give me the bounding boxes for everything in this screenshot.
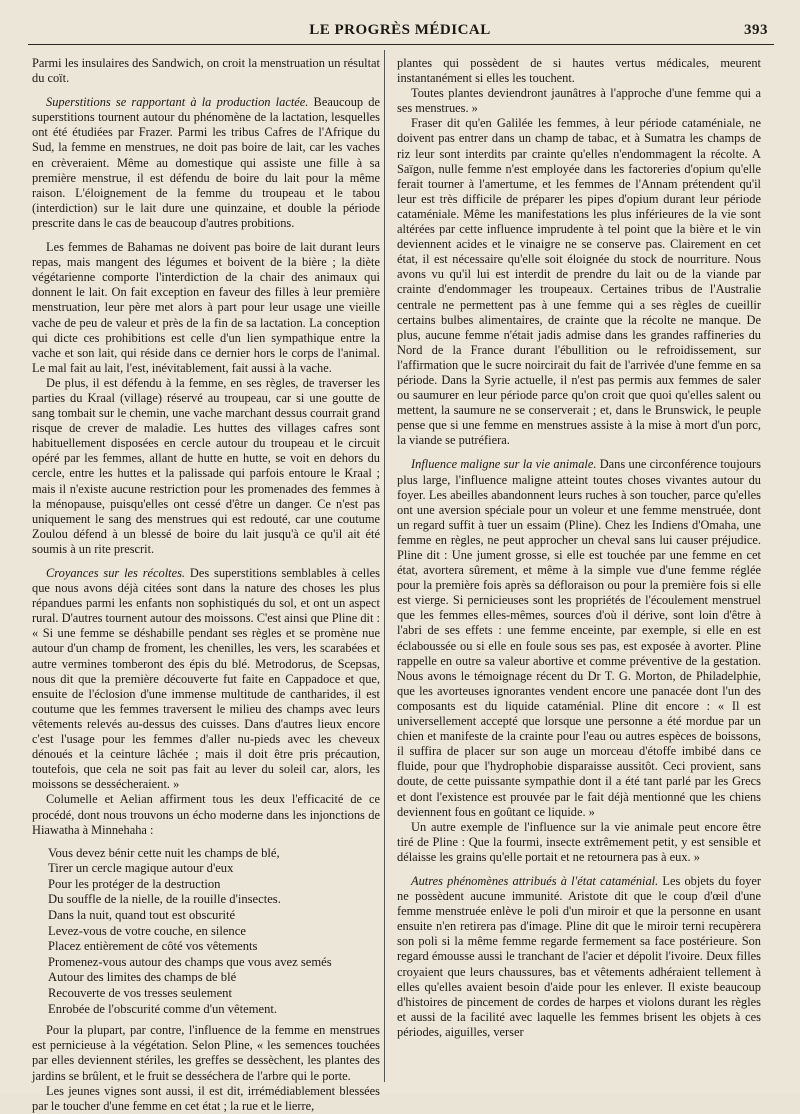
poem-line: Enrobée de l'obscurité comme d'un vêtement. [48,1001,278,1016]
paragraph-bahamas: Les femmes de Bahamas ne doivent pas boire de lait durant leurs repas, mais mangent des légumes et boivent de la bière ; la diète végétarienne comporte l'interdiction de la chair des animaux qui donnent le lait. On fait exception en faveur des filles à leur première menstruation, leur père met alors à part pour leur usage une vieille vache de peu de valeur et près de la fin de sa lactation. La conception qui dicte ces prohibitions est celle d'un lien sympathique entre la vache et son lait, qui réside dans ce dernier hors le corps de l'animal. Le mal fait au lait, l'est, inévitablement, fait aussi à la vache. [32,240,380,375]
page-header [30,22,770,44]
left-column [32,56,380,1114]
paragraph-fourmi: Un autre exemple de l'influence sur la vie animale peut encore être tiré de Pline : Que la fourmi, insecte extrêmement petit, y est sensible et délaisse les grains qu'elle portait et ne retournera pas à eux. » [397,819,761,864]
paragraph-pluplupart: Pour la plupart, par contre, l'influence de la femme en menstrues est pernicieuse à la végétation. Selon Pline, « les semences touchées par elles deviennent stériles, les greffes se dessèchent, les plantes des jardins se brûlent, et le fruit se desséchera de l'arbre qui le porte. [32,1023,380,1083]
column-divider [384,50,385,1082]
paragraph-lactation-body: Beaucoup de superstitions tournent autour du phénomène de la lactation, lesquelles ont été étudiées par Frazer. Parmi les tribus Cafres de l'Afrique du Sud, la femme en menstrues, ne doit pas boire de lait, car les vaches en crèveraient. Même au domestique qui assiste une fille à sa première menstrue, il est défendu de boire du lait pour la même raison. L'éloignement de la femme du troupeau et le tabou (interdiction) sur le lait dure une quinzaine, et double la période prescrite dans le cas de beaucoup d'autres probitions. [32,95,380,230]
section-heading-recoltes: Croyances sur les récoltes. [46,566,186,580]
paragraph-jaunatres: Toutes plantes deviendront jaunâtres à l'approche d'une femme qui a ses menstrues. » [397,86,761,116]
poem-line: Placez entièrement de côté vos vêtements [48,939,258,954]
paragraph-intro: Parmi les insulaires des Sandwich, on croit la menstruation un résultat du coït. [32,56,380,86]
poem-line: Tirer un cercle magique autour d'eux [48,861,234,876]
paragraph-kraal: De plus, il est défendu à la femme, en ses règles, de traverser les parties du Kraal (village) réservé au troupeau, car si une goutte de sang tombait sur le chemin, une vache marchant dessus courrait grand risque de crever de maladie. Les huttes des villages cafres sont habituellement disposées en cercle autour du troupeau et le circuit opéré par les femmes, allant de hutte en hutte, se voit en dehors du cercle, entre les huttes et la palissade qui parfois entoure le Kraal ; mais il n'existe aucune restriction pour les promenades des femmes à la ménopause, puisqu'elles ont cessé d'être un danger. Ce n'est pas uniquement le sang des menstrues qui est redouté, car une coutume Zoulou défend à un blessé de boire du lait jusqu'à ce qu'il ait été soumis à un rite prescrit. [32,375,380,556]
poem-line: Autour des limites des champs de blé [48,970,237,985]
header-rule [28,44,774,45]
poem-line: Levez-vous de votre couche, en silence [48,923,246,938]
paragraph-recoltes [32,566,380,792]
paragraph-maligne [397,457,761,819]
poem-line: Dans la nuit, quand tout est obscurité [48,908,236,923]
poem-line: Vous devez bénir cette nuit les champs de blé, [48,845,280,860]
paragraph-lactation [32,95,380,231]
paragraph-columelle: Columelle et Aelian affirment tous les deux l'efficacité de ce procédé, dont nous trouvons un écho moderne dans les injonctions de Hiawatha à Minnehaha : [32,792,380,837]
right-column [397,56,761,1040]
section-heading-lactation: Superstitions se rapportant à la production lactée. [46,95,309,110]
paragraph-recoltes-body: Des superstitions semblables à celles que nous avons déjà citées sont dans la nature des choses les plus répandues parmi les enfants non sophistiqués du sol, et ont un aspect rural. D'autres tournent autour des moissons. C'est ainsi que Pline dit : « Si une femme se déshabille pendant ses règles et se promène nue autour d'un champ de froment, les chenilles, les vers, les scarabées et autre vermines tomberont des épis du blé. Metrodorus, de Scepsas, nous dit que la première découverte fut faite en Cappadoce et que, ensuite de l'éclosion d'une immense multitude de cantharides, il est coutume que les femmes traversent le milieu des champs avec leurs vêtements relevés au-dessus des cuisses. Dans d'autres lieux encore c'est l'usage pour les femmes d'aller nu-pieds avec les cheveux dénoués et la ceinture lâchée ; mais il doit être pris précaution, toutefois, que cela ne soit pas fait au lever du soleil car, alors, les moissons se dessécheraient. » [32,566,380,792]
journal-title: LE PROGRÈS MÉDICAL [309,22,491,38]
section-heading-autres: Autres phénomènes attribués à l'état cataménial. [411,873,659,888]
paragraph-vignes: Les jeunes vignes sont aussi, il est dit, irrémédiablement blessées par le toucher d'une femme en cet état ; la rue et le lierre, [32,1083,380,1113]
paragraph-fraser: Fraser dit qu'en Galilée les femmes, à leur période cataméniale, ne doivent pas entrer dans un champ de tabac, et à Sumatra les champs de riz leur sont interdits par crainte qu'elles n'endommagent la récolte. A Saïgon, nulle femme n'est employée dans les factoreries d'opium qu'elle ferait tourner à l'amertume, et les femmes de l'Annam prétendent qu'il leur est très difficile de préparer les pipes d'opium durant leur période cataméniale. Même les manifestations les plus inférieures de la vie sont altérées par cette influence imprudente à tel point que la bière et le vin deviennent acides et le vinaigre ne se conserve pas. Clairement en cet état, il est nécessaire qu'elle soit éloignée du stock de nourriture. Nous avons vu qu'il lui est interdit de prendre du lait ou de la viande par crainte d'endommager les troupeaux. Certaines tribus de l'Australie centrale ne permettent pas à une femme qui a ses règles de cueillir certains bulbes alimentaires, de crainte que la récolte ne manque. De plus, aucune femme n'était jadis admise dans les grandes raffineries du Nord de la France durant l'ébullition ou le refroidissement, sur l'affirmation que le sucre noircirait du fait de l'arrivée d'une femme en sa période. Dans la Syrie actuelle, il n'est pas permis aux femmes de saler ou saumurer en leur période parce qu'on croit que quoi qu'elles salent ou mettent, la saumure ne se conserverait ; et, dans le Brunswick, le peuple pense que si une femme en menstrues assiste à la mise à mort d'un porc, la viande se putréfiera. [397,116,761,448]
poem-line: Recouverte de vos tresses seulement [48,986,232,1001]
page-number: 393 [744,22,768,38]
paragraph-autres-body: Les objets du foyer ne possèdent aucune immunité. Aristote dit que le coup d'œil d'une femme menstruée enlève le poli d'un miroir et que la personne en usant ensuite n'en retirera pas d'image. Pline dit que le miroir terni recupèrera son poli si la même femme regarde fermement sa face postérieure. Son regard émousse aussi le tranchant de l'acier et dépolit l'ivoire. Deux filles croyaient que leurs chaussures, bas et vêtements adhéraient tellement à elles qu'elles avaient besoin d'aide pour les enlever. Il existe beaucoup d'histoires de pincement de cordes de harpes et violons durant les règles et aussi de la facilité avec laquelle les femmes brisent les objets à ces périodes, aiguilles, verser [397,873,762,1039]
poem-line: Pour les protéger de la destruction [48,876,221,891]
paragraph-continuation: plantes qui possèdent de si hautes vertus médicales, meurent instantanément si elles les touchent. [397,56,761,86]
poem-line: Du souffle de la nielle, de la rouille d'insectes. [48,892,281,907]
paragraph-autres [397,874,761,1040]
poem-line: Promenez-vous autour des champs que vous avez semés [48,954,332,969]
section-heading-maligne: Influence maligne sur la vie animale. [411,457,597,472]
poem-hiawatha [48,846,380,1018]
paragraph-maligne-body: Dans une circonférence toujours plus large, l'influence maligne atteint toutes choses vivantes autour du foyer. Les abeilles abandonnent leurs ruches à son toucher, parce qu'elles ont une aversion spéciale pour un voleur et une femme menstruée, dont un regard suffit à tuer un essaim (Pline). Chez les Indiens d'Omaha, une femme en règles, ne peut approcher un cheval sans lui causer préjudice. Pline dit : Une jument grosse, si elle est touchée par une femme en cet état, avortera sûrement, et même à la simple vue d'une femme réglée pour la première fois après sa défloraison ou pour la première fois si elle est vierge. Si pernicieuses sont les propriétés de l'écoulement menstruel que les femmes elles-mêmes, sources d'où il dérive, sont loin d'être à l'abri de ses effets : une femme enceinte, par exemple, si elle en est éclaboussée ou si elle en foule sous ses pas, est exposée à avorter. Pline rappelle en outre sa valeur abortive et comme préventive de la gestation. Nous avons le témoignage récent du Dr T. G. Morton, de Philadelphie, que les avorteuses ignorantes vendent encore une panacée dont l'un des composants est du liquide cataménial. Pline dit encore : « Il est universellement accepté que lorsque une personne a été mordue par un chien et manifeste de la crainte pour l'eau ou autres espèces de boissons, il suffira de placer sur son auge un morceau d'étoffe imbibé dans ce fluide, pour que l'hydrophobie disparaisse aussitôt. Ceci provient, sans doute, de cette puissante sympathie dont il a été tant parlé par les Grecs et dont l'existence est prouvée par le fait déjà mentionné que les chiens deviennent fous en goûtant ce liquide. » [397,457,761,819]
